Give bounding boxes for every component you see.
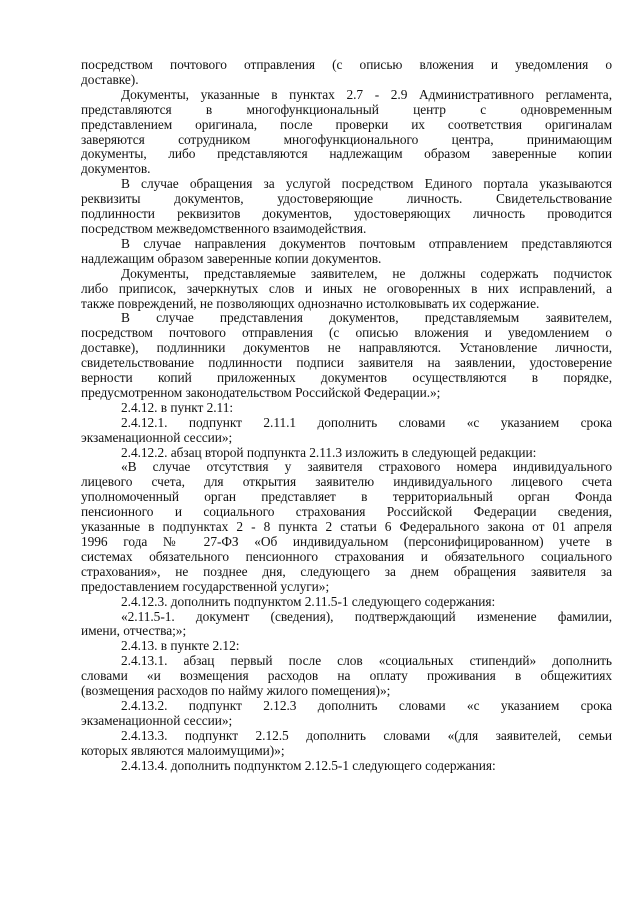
- text-line: посредством почтового отправления (с описью вложения и уведомления о: [81, 57, 612, 72]
- text-line: указанные в подпунктах 2 - 8 пункта 2 статьи 6 Федерального закона от 01 апреля: [81, 519, 612, 535]
- text-line: представляются в многофункциональный центр с одновременным: [81, 101, 612, 117]
- text-line: имени, отчества;»;: [81, 623, 187, 639]
- paragraph: [81, 401, 612, 416]
- paragraph: [81, 759, 612, 774]
- text-line: доставке), подлинники документов не направляются. Установление личности,: [81, 340, 612, 356]
- text-line: системах обязательного пенсионного страхования и обязательного социального: [81, 548, 612, 564]
- text-line: 2.4.13.4. дополнить подпунктом 2.12.5-1 следующего содержания:: [121, 757, 496, 773]
- text-line: также повреждений, не позволяющих однозначно истолковывать их содержание.: [81, 295, 540, 311]
- paragraph: [81, 88, 612, 177]
- text-line: 2.4.13.2. подпункт 2.12.3 дополнить словами «с указанием срока: [121, 697, 612, 713]
- text-line: 2.4.13. в пункте 2.12:: [121, 638, 240, 654]
- text-line: документы, либо представляются надлежащим образом заверенные копии: [81, 146, 612, 162]
- text-line: лицевого счета, для открытия заявителю индивидуального лицевого счета: [81, 474, 612, 490]
- paragraph: [81, 311, 612, 400]
- text-line: В случае представления документов, представляемым заявителем,: [121, 310, 612, 326]
- text-line: В случае направления документов почтовым отправлением представляются: [121, 235, 612, 251]
- text-line: реквизиты документов, удостоверяющие личность. Свидетельствование: [81, 191, 612, 207]
- text-line: предоставлением государственной услуги»;: [81, 578, 330, 594]
- text-line: заверяются сотрудником многофункционального центра, принимающим: [81, 131, 612, 147]
- text-line: 2.4.12. в пункт 2.11:: [121, 399, 234, 415]
- paragraph: [81, 595, 612, 610]
- text-line: посредством почтового отправления (с описью вложения и уведомлением о: [81, 325, 612, 341]
- paragraph: [81, 654, 612, 699]
- text-line: 2.4.12.1. подпункт 2.11.1 дополнить словами «с указанием срока: [121, 414, 612, 430]
- paragraph: [81, 58, 612, 88]
- paragraph: [81, 416, 612, 446]
- paragraph: [81, 639, 612, 654]
- text-line: «В случае отсутствия у заявителя страхового номера индивидуального: [121, 459, 612, 475]
- text-line: 2.4.13.1. абзац первый после слов «социальных стипендий» дополнить: [121, 653, 612, 669]
- text-line: экзаменационной сессии»;: [81, 429, 233, 445]
- text-line: либо приписок, зачеркнутых слов и иных не оговоренных в них исправлений, а: [81, 280, 612, 296]
- text-line: экзаменационной сессии»;: [81, 712, 233, 728]
- text-line: которых являются малоимущими)»;: [81, 742, 285, 758]
- text-line: Документы, указанные в пунктах 2.7 - 2.9 Административного регламента,: [121, 86, 612, 102]
- paragraph: [81, 699, 612, 729]
- text-line: пенсионного и социального страхования Российской Федерации сведения,: [81, 504, 612, 520]
- text-line: словами «и возмещения расходов на оплату проживания в общежитиях: [81, 668, 612, 684]
- text-line: представлением оригинала, после проверки их соответствия оригиналам: [81, 116, 612, 132]
- text-line: посредством межведомственного взаимодействия.: [81, 220, 367, 236]
- text-line: предусмотренном законодательством Российской Федерации.»;: [81, 384, 441, 400]
- text-line: надлежащим образом заверенные копии документов.: [81, 250, 382, 266]
- paragraph: [81, 237, 612, 267]
- text-line: 1996 года № 27-ФЗ «Об индивидуальном (персонифицированном) учете в: [81, 534, 612, 549]
- document-page: [81, 58, 612, 774]
- text-line: уполномоченный орган представляет в территориальный орган Фонда: [81, 489, 612, 505]
- text-line: 2.4.12.3. дополнить подпунктом 2.11.5-1 следующего содержания:: [121, 593, 496, 609]
- text-line: 2.4.13.3. подпункт 2.12.5 дополнить словами «(для заявителей, семьи: [121, 727, 612, 743]
- paragraph: [81, 267, 612, 312]
- text-line: (возмещения расходов по найму жилого помещения)»;: [81, 683, 391, 699]
- text-line: «2.11.5-1. документ (сведения), подтверждающий изменение фамилии,: [121, 608, 612, 624]
- text-line: свидетельствование подлинности подписи заявителя на заявлении, удостоверение: [81, 355, 612, 371]
- text-line: доставке).: [81, 71, 139, 87]
- paragraph: [81, 177, 612, 237]
- text-line: 2.4.12.2. абзац второй подпункта 2.11.3 изложить в следующей редакции:: [121, 444, 537, 460]
- text-line: документов.: [81, 161, 151, 177]
- paragraph: [81, 446, 612, 461]
- text-line: подлинности реквизитов документов, удостоверяющих личность проводится: [81, 206, 612, 222]
- paragraph: [81, 460, 612, 594]
- text-line: Документы, представляемые заявителем, не должны содержать подчисток: [121, 265, 612, 281]
- text-line: страхования», не позднее дня, следующего за днем обращения заявителя за: [81, 563, 612, 579]
- text-line: верности копий приложенных документов осуществляются в порядке,: [81, 370, 612, 386]
- paragraph: [81, 729, 612, 759]
- paragraph: [81, 610, 612, 640]
- text-line: В случае обращения за услугой посредством Единого портала указываются: [121, 176, 612, 192]
